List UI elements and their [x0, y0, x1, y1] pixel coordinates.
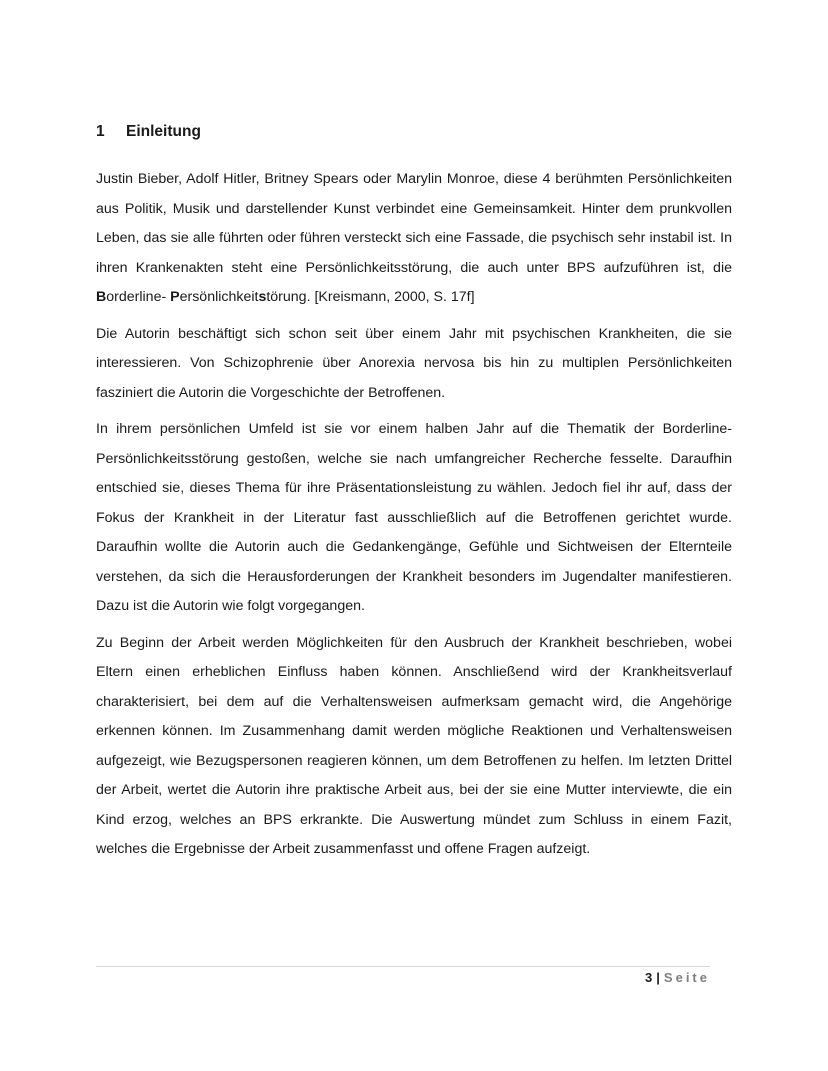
footer-separator: | [656, 970, 660, 985]
body-text [96, 165, 732, 872]
paragraph-motivation: In ihrem persönlichen Umfeld ist sie vor einem halben Jahr auf die Thematik der Borderline-Persönlichkeitsstörung gestoßen, welche sie nach umfangreicher Recherche fesselte. Daraufhin entschied sie, dieses Thema für ihre Präsentationsleistung zu wählen. Jedoch fiel ihr auf, dass der Fokus der Krankheit in der Literatur fast ausschließlich auf die Betroffenen gerichtet wurde. Daraufhin wollte die Autorin auch die Gedankengänge, Gefühle und Sichtweisen der Elternteile verstehen, da sich die Herausforderungen der Krankheit besonders im Jugendalter manifestieren. Dazu ist die Autorin wie folgt vorgegangen. [96, 421, 732, 614]
bps-letter-s: s [258, 289, 267, 305]
paragraph-intro-text: Justin Bieber, Adolf Hitler, Britney Spears oder Marylin Monroe, diese 4 berühmten Persönlichkeiten aus Politik, Musik und darstellender Kunst verbindet eine Gemeinsamkeit. Hinter dem prunkvollen Leben, das sie alle führten oder führen versteckt sich eine Fassade, die psychisch sehr instabil ist. In ihren Krankenakten steht eine Persönlichkeitsstörung, die auch unter BPS aufzuführen ist, die [96, 171, 732, 276]
paragraph-intro [96, 165, 732, 313]
page-footer [645, 968, 710, 988]
paragraph-intro-text-3: ersönlichkeit [179, 289, 259, 305]
footer-divider [96, 966, 710, 967]
paragraph-structure: Zu Beginn der Arbeit werden Möglichkeiten für den Ausbruch der Krankheit beschrieben, wobei Eltern einen erheblichen Einfluss haben können. Anschließend wird der Krankheitsverlauf charakterisiert, bei dem auf die Verhaltensweisen aufmerksam gemacht wird, die Angehörige erkennen können. Im Zusammenhang damit werden mögliche Reaktionen und Verhaltensweisen aufgezeigt, wie Bezugspersonen reagieren können, um dem Betroffenen zu helfen. Im letzten Drittel der Arbeit, wertet die Autorin ihre praktische Arbeit aus, bei der sie eine Mutter interviewte, die ein Kind erzog, welches an BPS erkrankte. Die Auswertung mündet zum Schluss in einem Fazit, welches die Ergebnisse der Arbeit zusammenfasst und offene Fragen aufzeigt. [96, 634, 732, 857]
page-label: Seite [663, 970, 710, 985]
page-number: 3 [645, 970, 653, 985]
section-title: Einleitung [126, 123, 201, 140]
paragraph-intro-text-2: orderline- [106, 289, 171, 305]
bps-letter-b: B [96, 289, 107, 305]
paragraph-intro-text-4: törung. [Kreismann, 2000, S. 17f] [266, 289, 475, 305]
paragraph-author-interest: Die Autorin beschäftigt sich schon seit über einem Jahr mit psychischen Krankheiten, die sie interessieren. Von Schizophrenie über Anorexia nervosa bis hin zu multiplen Persönlichkeiten fasziniert die Autorin die Vorgeschichte der Betroffenen. [96, 325, 732, 401]
section-number: 1 [96, 123, 105, 140]
section-heading [96, 123, 201, 141]
bps-letter-p: P [170, 289, 180, 305]
